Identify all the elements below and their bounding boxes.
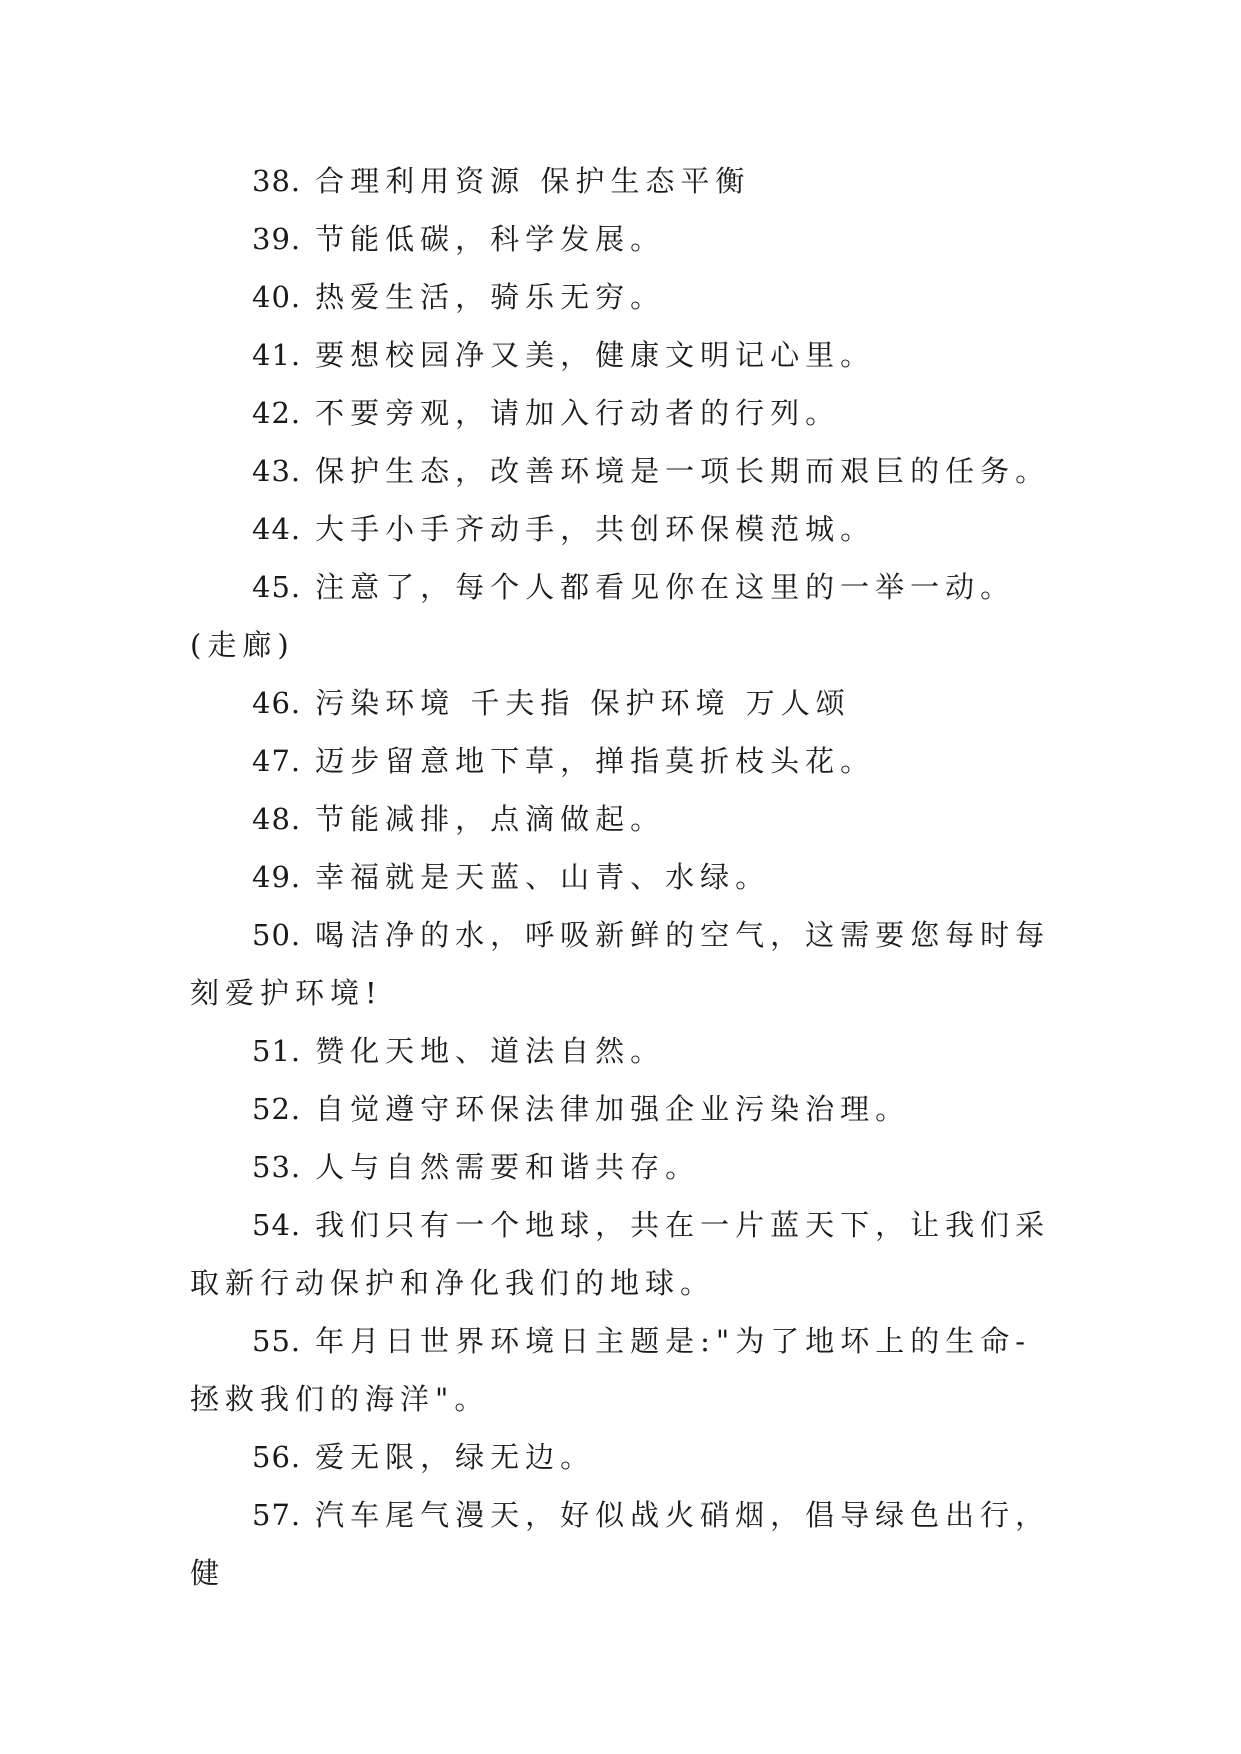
item-number: 50. — [252, 918, 302, 952]
item-number: 49. — [252, 860, 302, 894]
item-text: 节能减排，点滴做起。 — [315, 802, 666, 836]
item-number: 52. — [252, 1092, 302, 1126]
list-item — [190, 500, 1060, 558]
list-item — [190, 152, 1060, 210]
list-item — [190, 906, 1060, 1022]
item-text: 热爱生活，骑乐无穷。 — [315, 280, 666, 314]
item-number: 46. — [252, 686, 302, 720]
item-text: 不要旁观，请加入行动者的行列。 — [315, 396, 841, 430]
item-text: 节能低碳，科学发展。 — [315, 222, 666, 256]
list-item — [190, 1196, 1060, 1312]
item-number: 56. — [252, 1440, 302, 1474]
item-text: 保护生态，改善环境是一项长期而艰巨的任务。 — [315, 454, 1051, 488]
item-number: 42. — [252, 396, 302, 430]
item-number: 47. — [252, 744, 302, 778]
list-item — [190, 268, 1060, 326]
item-text: 汽车尾气漫天，好似战火硝烟，倡导绿色出行，健 — [190, 1498, 1051, 1590]
item-number: 45. — [252, 570, 302, 604]
item-text: 爱无限，绿无边。 — [315, 1440, 596, 1474]
item-number: 54. — [252, 1208, 302, 1242]
list-item — [190, 674, 1060, 732]
list-item — [190, 1486, 1060, 1602]
item-number: 39. — [252, 222, 302, 256]
list-item — [190, 790, 1060, 848]
list-item — [190, 384, 1060, 442]
list-item — [190, 558, 1060, 674]
item-number: 38. — [252, 164, 302, 198]
list-item — [190, 442, 1060, 500]
item-text: 我们只有一个地球，共在一片蓝天下，让我们采取新行动保护和净化我们的地球。 — [190, 1208, 1051, 1300]
list-item — [190, 1080, 1060, 1138]
item-text: 喝洁净的水，呼吸新鲜的空气，这需要您每时每刻爱护环境! — [190, 918, 1051, 1010]
item-number: 48. — [252, 802, 302, 836]
item-text: 年月日世界环境日主题是:"为了地坏上的生命-拯救我们的海洋"。 — [190, 1324, 1032, 1416]
list-item — [190, 848, 1060, 906]
item-text: 幸福就是天蓝、山青、水绿。 — [315, 860, 771, 894]
list-item — [190, 1428, 1060, 1486]
item-text: 合理利用资源 保护生态平衡 — [315, 164, 751, 198]
item-number: 43. — [252, 454, 302, 488]
item-number: 40. — [252, 280, 302, 314]
item-text: 赞化天地、道法自然。 — [315, 1034, 666, 1068]
item-number: 55. — [252, 1324, 302, 1358]
item-number: 57. — [252, 1498, 302, 1532]
item-number: 53. — [252, 1150, 302, 1184]
item-text: 注意了，每个人都看见你在这里的一举一动。(走廊) — [190, 570, 1016, 662]
item-number: 51. — [252, 1034, 302, 1068]
list-item — [190, 1312, 1060, 1428]
slogan-list — [190, 152, 1060, 1602]
item-text: 人与自然需要和谐共存。 — [315, 1150, 701, 1184]
item-number: 44. — [252, 512, 302, 546]
item-text: 污染环境 千夫指 保护环境 万人颂 — [315, 686, 851, 720]
item-text: 要想校园净又美，健康文明记心里。 — [315, 338, 876, 372]
item-text: 自觉遵守环保法律加强企业污染治理。 — [315, 1092, 911, 1126]
list-item — [190, 1022, 1060, 1080]
item-text: 迈步留意地下草，掸指莫折枝头花。 — [315, 744, 876, 778]
list-item — [190, 326, 1060, 384]
list-item — [190, 210, 1060, 268]
list-item — [190, 1138, 1060, 1196]
item-number: 41. — [252, 338, 302, 372]
list-item — [190, 732, 1060, 790]
item-text: 大手小手齐动手，共创环保模范城。 — [315, 512, 876, 546]
